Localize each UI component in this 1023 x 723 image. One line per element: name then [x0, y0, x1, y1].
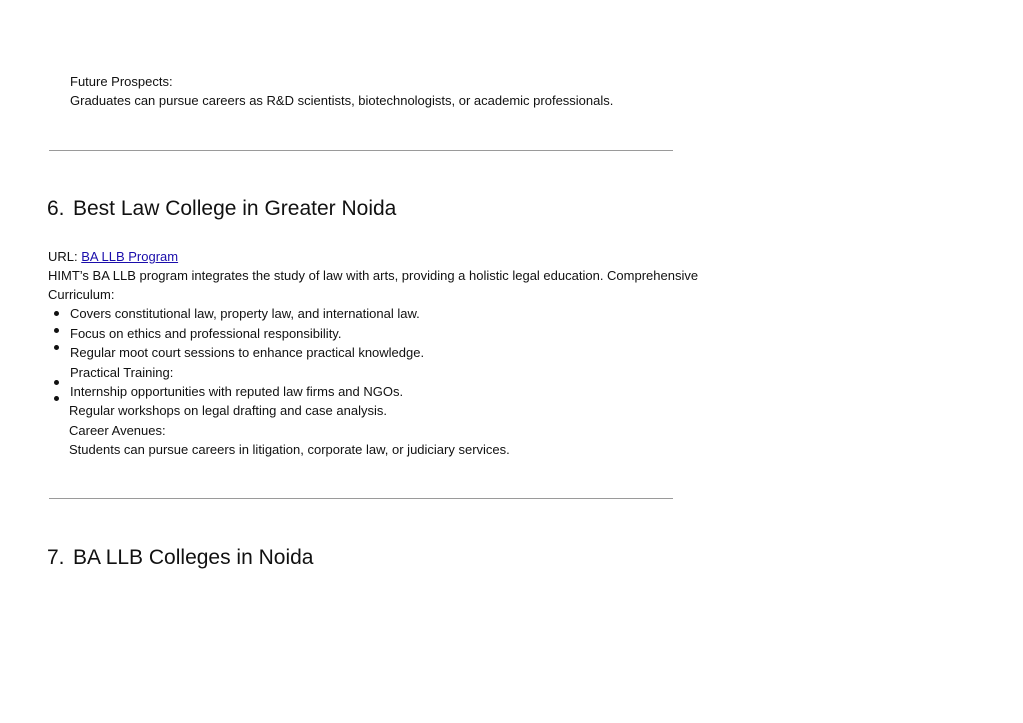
bullet-icon	[54, 380, 59, 385]
list-item: Regular moot court sessions to enhance practical knowledge.	[70, 345, 425, 360]
list-item: Internship opportunities with reputed law firms and NGOs.	[70, 384, 404, 399]
list-item: Students can pursue careers in litigation, corporate law, or judiciary services.	[69, 442, 510, 457]
section-6-number: 6.	[47, 197, 65, 220]
bullet-icon	[54, 345, 59, 350]
bullet-icon	[54, 396, 59, 401]
program-intro: HIMT’s BA LLB program integrates the study of law with arts, providing a holistic legal education. Comprehensive	[48, 268, 699, 283]
ba-llb-program-link[interactable]: BA LLB Program	[81, 249, 179, 264]
section-divider	[49, 150, 673, 151]
future-prospects-heading: Future Prospects:	[70, 74, 173, 89]
list-item: Covers constitutional law, property law, and international law.	[70, 306, 420, 321]
url-label: URL:	[48, 249, 78, 264]
list-item: Focus on ethics and professional responsibility.	[70, 326, 342, 341]
section-7-heading	[47, 545, 314, 571]
list-item: Career Avenues:	[69, 423, 166, 438]
section-divider	[49, 498, 673, 499]
list-item: Practical Training:	[70, 365, 174, 380]
list-item: Regular workshops on legal drafting and case analysis.	[69, 403, 387, 418]
url-line	[48, 249, 178, 265]
future-prospects-text: Graduates can pursue careers as R&D scientists, biotechnologists, or academic professionals.	[70, 93, 614, 108]
curriculum-label: Curriculum:	[48, 287, 115, 302]
section-6-title: Best Law College in Greater Noida	[73, 197, 397, 220]
bullet-icon	[54, 311, 59, 316]
section-6-heading	[47, 196, 396, 222]
section-7-title: BA LLB Colleges in Noida	[73, 546, 314, 569]
section-7-number: 7.	[47, 546, 65, 569]
bullet-icon	[54, 328, 59, 333]
